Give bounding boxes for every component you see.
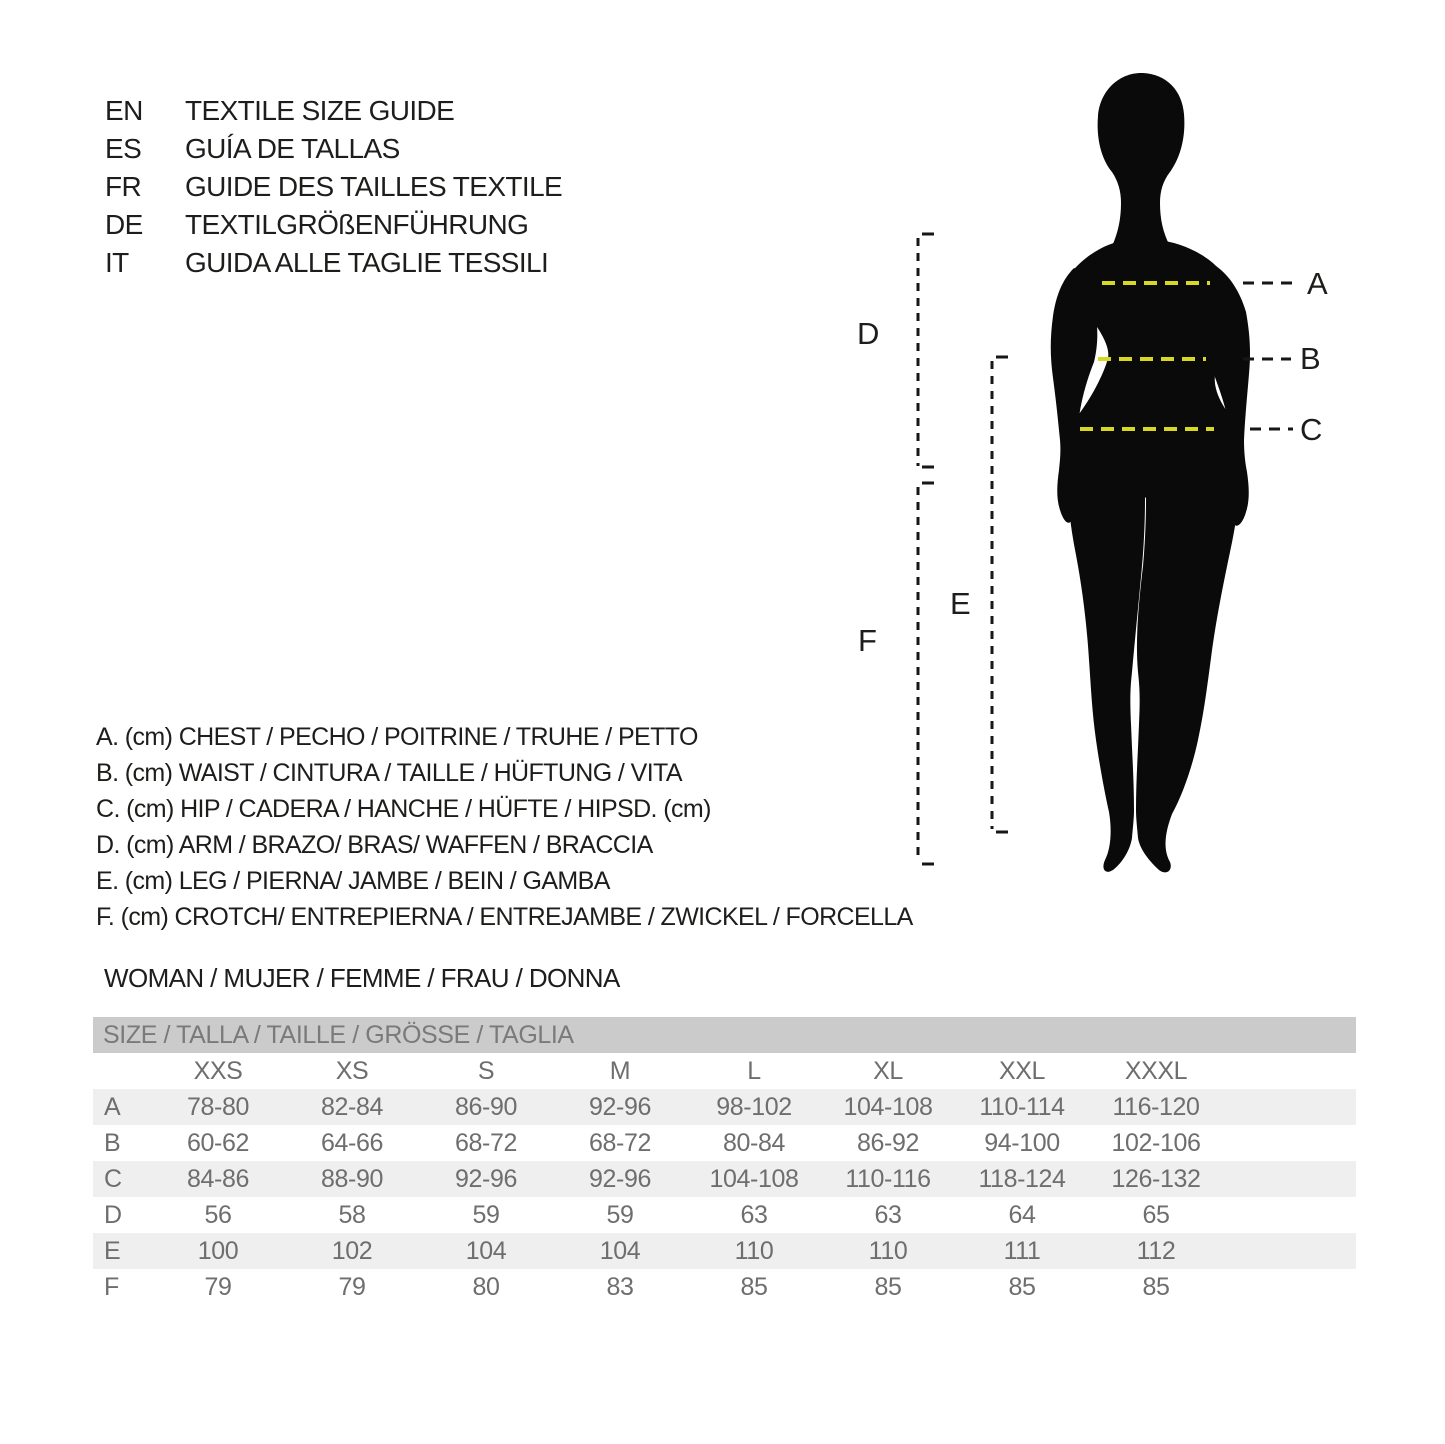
size-cell: 104 <box>599 1237 641 1265</box>
figure-label-E: E <box>950 586 971 621</box>
size-cell: 104 <box>465 1237 507 1265</box>
language-code: ES <box>105 133 142 164</box>
language-code: FR <box>105 171 142 202</box>
size-cell: 111 <box>1003 1237 1041 1265</box>
size-cell: 68-72 <box>589 1129 651 1157</box>
size-cell: 116-120 <box>1112 1093 1200 1121</box>
row-label: B <box>104 1129 121 1157</box>
size-cell: 80 <box>472 1273 500 1301</box>
size-cell: 126-132 <box>1111 1165 1201 1193</box>
size-cell: 59 <box>606 1201 634 1229</box>
size-column-header: L <box>747 1057 761 1085</box>
language-row <box>105 92 562 130</box>
body-figure <box>840 60 1445 900</box>
measurement-legend <box>96 719 913 935</box>
size-cell: 86-92 <box>857 1129 919 1157</box>
language-title-list <box>105 92 562 282</box>
legend-line-leg: E. (cm) LEG / PIERNA/ JAMBE / BEIN / GAMBA <box>96 867 610 895</box>
row-label: C <box>104 1165 122 1193</box>
language-title: TEXTILE SIZE GUIDE <box>185 95 455 126</box>
size-cell: 110-116 <box>845 1165 931 1193</box>
silhouette-head <box>1098 73 1185 246</box>
size-cell: 82-84 <box>321 1093 383 1121</box>
empty-cell <box>1223 1233 1356 1269</box>
language-title: GUIDE DES TAILLES TEXTILE <box>185 171 563 202</box>
size-cell: 58 <box>338 1201 366 1229</box>
size-column-header: XS <box>335 1057 369 1085</box>
legend-line-waist: B. (cm) WAIST / CINTURA / TAILLE / HÜFTUNG / VITA <box>96 759 682 787</box>
size-cell: 110 <box>868 1237 908 1265</box>
empty-cell <box>1223 1197 1356 1233</box>
size-cell: 104-108 <box>843 1093 933 1121</box>
vertical-measure-lines <box>918 234 1008 864</box>
table-row <box>93 1161 1356 1197</box>
language-row <box>105 206 562 244</box>
size-column-header: XXXL <box>1124 1057 1188 1085</box>
size-cell: 102-106 <box>1111 1129 1201 1157</box>
figure-label-C: C <box>1300 412 1322 447</box>
size-cell: 65 <box>1142 1201 1170 1229</box>
empty-cell <box>1223 1053 1356 1089</box>
size-cell: 86-90 <box>455 1093 517 1121</box>
language-title: GUÍA DE TALLAS <box>185 133 400 164</box>
size-cell: 78-80 <box>187 1093 249 1121</box>
language-code: IT <box>105 247 129 278</box>
size-cell: 94-100 <box>984 1129 1060 1157</box>
table-row <box>93 1089 1356 1125</box>
size-cell: 85 <box>874 1273 902 1301</box>
size-cell: 118-124 <box>978 1165 1066 1193</box>
leader-dashes <box>1243 283 1293 429</box>
size-column-header: XL <box>873 1057 903 1085</box>
size-cell: 83 <box>606 1273 634 1301</box>
size-cell: 112 <box>1136 1237 1176 1265</box>
size-table <box>93 1017 1356 1305</box>
silhouette-left-leg <box>1066 430 1145 872</box>
language-code: EN <box>105 95 143 126</box>
silhouette-right-leg <box>1136 430 1241 872</box>
language-row <box>105 130 562 168</box>
figure-label-F: F <box>858 623 877 658</box>
legend-line-arm: D. (cm) ARM / BRAZO/ BRAS/ WAFFEN / BRACCIA <box>96 831 653 859</box>
legend-line-hip: C. (cm) HIP / CADERA / HANCHE / HÜFTE / HIPSD. (cm) <box>96 795 711 823</box>
row-label: A <box>104 1093 121 1121</box>
size-cell: 60-62 <box>187 1129 249 1157</box>
table-header: SIZE / TALLA / TAILLE / GRÖSSE / TAGLIA <box>93 1017 1356 1053</box>
size-cell: 92-96 <box>455 1165 517 1193</box>
legend-line-chest: A. (cm) CHEST / PECHO / POITRINE / TRUHE / PETTO <box>96 723 698 751</box>
language-title: TEXTILGRÖßENFÜHRUNG <box>185 209 529 240</box>
table-row <box>93 1197 1356 1233</box>
size-column-header: XXL <box>998 1057 1046 1085</box>
size-cell: 80-84 <box>723 1129 785 1157</box>
size-cell: 110 <box>734 1237 774 1265</box>
size-cell: 92-96 <box>589 1093 651 1121</box>
size-cell: 64 <box>1008 1201 1036 1229</box>
row-label: F <box>104 1273 119 1301</box>
empty-cell <box>93 1053 151 1089</box>
figure-label-D: D <box>857 316 879 351</box>
size-cell: 104-108 <box>709 1165 799 1193</box>
figure-label-A: A <box>1307 266 1328 301</box>
size-cell: 79 <box>338 1273 366 1301</box>
figure-label-B: B <box>1300 341 1321 376</box>
legend-line-crotch: F. (cm) CROTCH/ ENTREPIERNA / ENTREJAMBE / ZWICKEL / FORCELLA <box>96 903 913 931</box>
size-cell: 84-86 <box>187 1165 249 1193</box>
size-cell: 63 <box>740 1201 768 1229</box>
table-row <box>93 1269 1356 1305</box>
empty-cell <box>1223 1269 1356 1305</box>
row-label: D <box>104 1201 122 1229</box>
size-column-header: M <box>609 1057 631 1085</box>
language-row <box>105 244 562 282</box>
size-cell: 88-90 <box>321 1165 383 1193</box>
table-row <box>93 1125 1356 1161</box>
size-cell: 85 <box>1142 1273 1170 1301</box>
table-row <box>93 1233 1356 1269</box>
size-cell: 59 <box>472 1201 500 1229</box>
language-code: DE <box>105 209 143 240</box>
size-cell: 85 <box>1008 1273 1036 1301</box>
size-cell: 100 <box>197 1237 239 1265</box>
size-header-row <box>93 1053 1356 1089</box>
size-cell: 98-102 <box>716 1093 792 1121</box>
language-row <box>105 168 562 206</box>
empty-cell <box>1223 1089 1356 1125</box>
size-cell: 110-114 <box>979 1093 1065 1121</box>
empty-cell <box>1223 1125 1356 1161</box>
size-cell: 63 <box>874 1201 902 1229</box>
size-cell: 85 <box>740 1273 768 1301</box>
empty-cell <box>1223 1161 1356 1197</box>
size-cell: 68-72 <box>455 1129 517 1157</box>
size-column-header: XXS <box>193 1057 243 1085</box>
language-title: GUIDA ALLE TAGLIE TESSILI <box>185 247 549 278</box>
size-cell: 92-96 <box>589 1165 651 1193</box>
woman-silhouette <box>1051 73 1250 872</box>
size-cell: 56 <box>204 1201 232 1229</box>
size-cell: 102 <box>331 1237 373 1265</box>
size-cell: 64-66 <box>321 1129 383 1157</box>
size-column-header: S <box>477 1057 495 1085</box>
row-label: E <box>104 1237 121 1265</box>
size-cell: 79 <box>204 1273 232 1301</box>
gender-heading: WOMAN / MUJER / FEMME / FRAU / DONNA <box>104 963 620 993</box>
